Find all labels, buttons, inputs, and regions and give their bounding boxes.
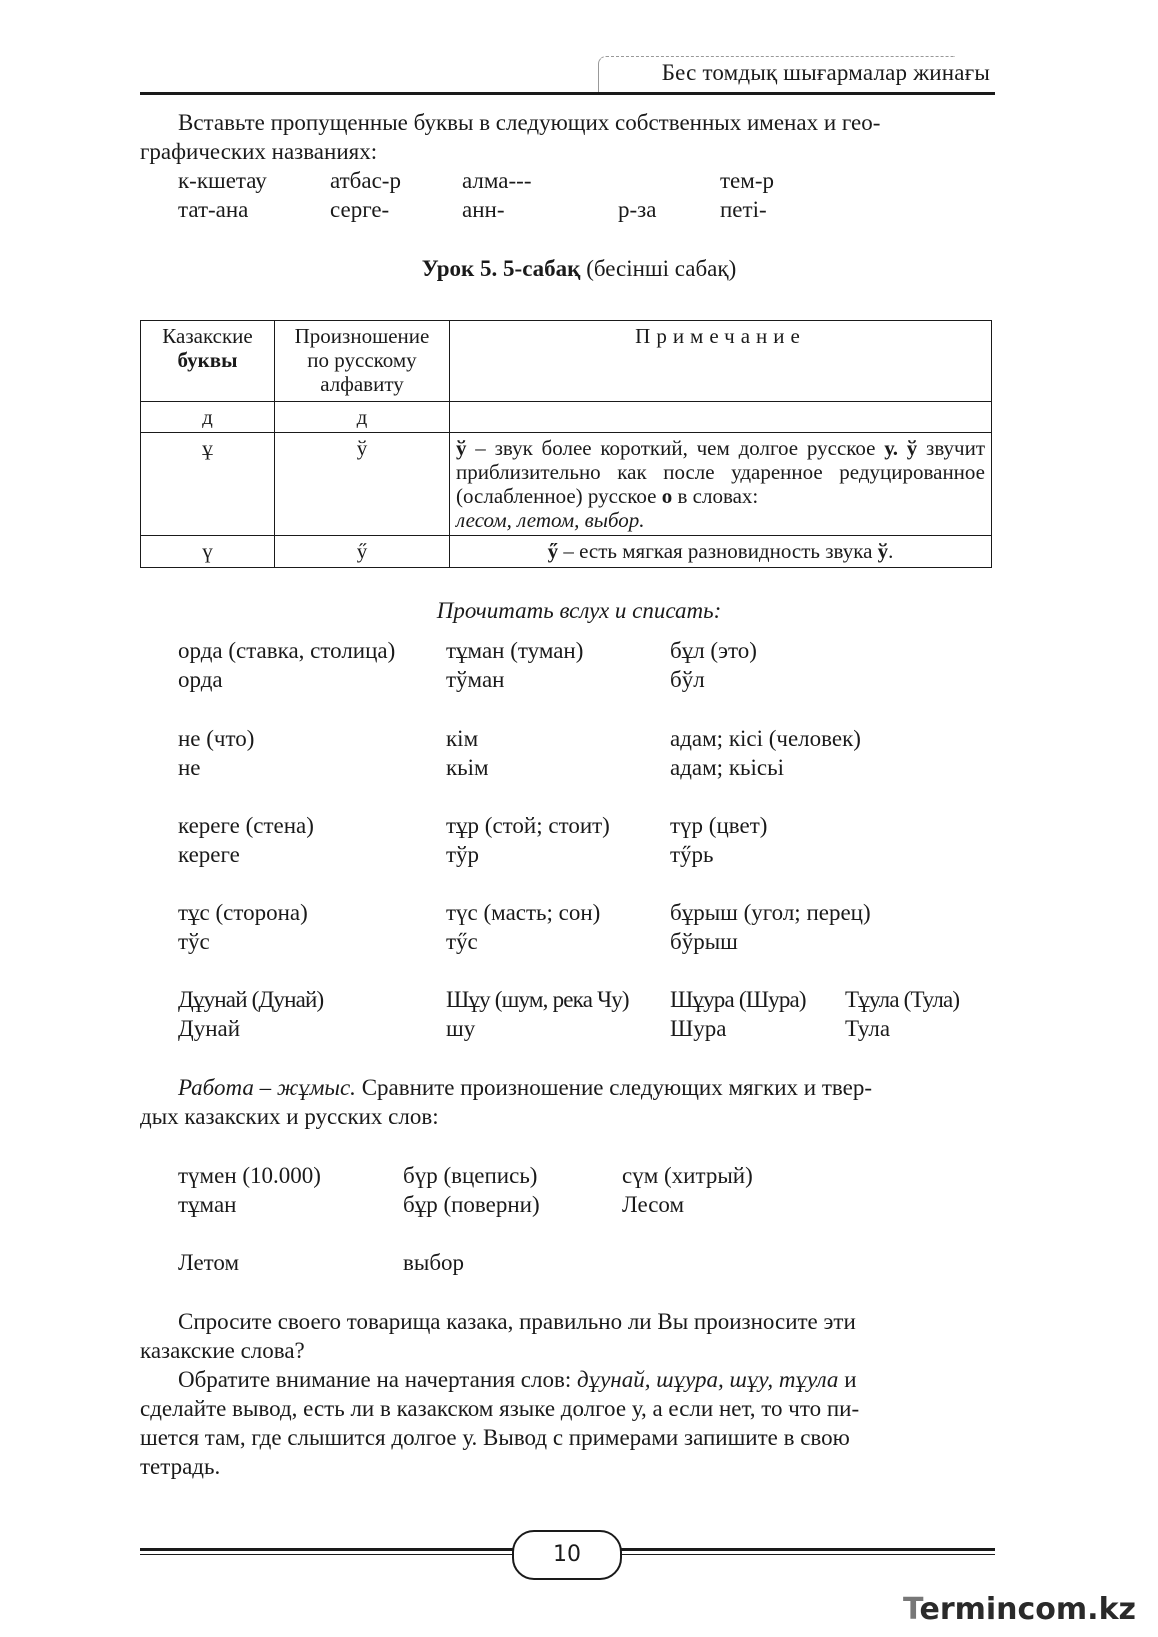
word: Тұула (Тула) [845, 987, 960, 1012]
russian-pronunciation: д [275, 402, 450, 433]
note-italic-words: дұунай, шұура, шұу, тұула [576, 1367, 839, 1392]
russian-pronunciation: ў [275, 433, 450, 536]
table-header-row [141, 321, 992, 402]
site-watermark [903, 1592, 1136, 1627]
compare-word: Лесом [622, 1192, 685, 1217]
compare-word: Летом [178, 1250, 240, 1275]
table-row [141, 536, 992, 568]
blank-word: серге- [330, 197, 390, 222]
word: шу [446, 1016, 476, 1041]
table-row [141, 402, 992, 433]
header-text: буквы [177, 348, 238, 372]
watermark-text: ermincom.kz [919, 1592, 1136, 1627]
note-text: и [838, 1367, 857, 1392]
word: тўман [446, 667, 505, 692]
ask-line-2: казакские слова? [140, 1338, 305, 1363]
word: түс (масть; сон) [446, 900, 601, 925]
note-bold: у. ў [884, 436, 918, 460]
lesson-title: Урок 5. 5-сабақ [421, 256, 581, 281]
intro-line-1: Вставьте пропущенные буквы в следующих собственных именах и гео- [178, 110, 881, 135]
word: тұман (туман) [446, 638, 584, 663]
watermark-initial: T [903, 1592, 920, 1627]
work-line-2: дых казакских и русских слов: [140, 1104, 439, 1129]
blank-word: тем-р [720, 168, 774, 193]
word: адам; кісі (человек) [670, 726, 861, 751]
word: тўс [178, 929, 210, 954]
table-row [141, 433, 992, 536]
word: адам; кьісьі [670, 755, 784, 780]
compare-word: сүм (хитрый) [622, 1163, 753, 1188]
word: тұр (стой; стоит) [446, 813, 610, 838]
word: кім [446, 726, 479, 751]
note-cell [450, 402, 992, 433]
note-bold: ў [456, 436, 467, 460]
kazakh-letter: ұ [141, 433, 275, 536]
word: тӳрь [670, 842, 714, 867]
word: Шұура (Шура) [670, 987, 806, 1012]
read-heading: Прочитать вслух и списать: [436, 598, 722, 623]
blank-word: анн- [462, 197, 505, 222]
kazakh-letter: д [141, 402, 275, 433]
header-rule [140, 92, 995, 95]
note-text: – есть мягкая разновидность звука [558, 539, 878, 563]
word: кереге [178, 842, 240, 867]
word: не (что) [178, 726, 255, 751]
word: Дунай [178, 1016, 241, 1041]
note-line-3: шется там, где слышится долгое у. Вывод с примерами запишите в свою [140, 1425, 850, 1450]
word: не [178, 755, 201, 780]
word: тӳс [446, 929, 478, 954]
russian-pronunciation: ӳ [275, 536, 450, 568]
word: бұрыш (угол; перец) [670, 900, 871, 925]
note-cell [450, 433, 992, 536]
note-line-4: тетрадь. [140, 1454, 221, 1479]
blank-word: атбас-р [330, 168, 401, 193]
word: Дұунай (Дунай) [178, 987, 324, 1012]
compare-word: бұр (поверни) [403, 1192, 540, 1217]
note-line-2: сделайте вывод, есть ли в казакском языке долгое у, а если нет, то что пи- [140, 1396, 860, 1421]
note-line-1 [178, 1365, 992, 1394]
blank-word: алма--- [462, 168, 532, 193]
intro-line-2: графических названиях: [140, 139, 378, 164]
word: кереге (стена) [178, 813, 314, 838]
header-title: Бес томдық шығармалар жинағы [661, 60, 990, 85]
header-text: алфавиту [320, 372, 404, 396]
header-text: Произношение [294, 324, 430, 348]
header-text: Казакские [162, 324, 253, 348]
word: орда [178, 667, 223, 692]
blank-word: р-за [618, 197, 657, 222]
header-text: по русскому [307, 348, 417, 372]
note-text: – звук более короткий, чем долгое русское [466, 436, 885, 460]
header-cell-note: Примечание [450, 321, 992, 402]
word: бұл (это) [670, 638, 757, 663]
header-cell-letters [141, 321, 275, 402]
work-title: Работа – жұмыс. [178, 1075, 356, 1100]
page-number: 10 [512, 1530, 622, 1580]
note-bold: о [661, 484, 673, 508]
note-bold: ӳ [547, 539, 559, 563]
compare-word: түмен (10.000) [178, 1163, 321, 1188]
header-cell-pronunciation [275, 321, 450, 402]
blank-word: тат-ана [178, 197, 249, 222]
word: Шура [670, 1016, 727, 1041]
note-text: Обратите внимание на начертания слов: [178, 1367, 577, 1392]
word: бўл [670, 667, 705, 692]
kazakh-letter: ү [141, 536, 275, 568]
word: Тула [845, 1016, 891, 1041]
lesson-heading [0, 256, 1158, 282]
word: орда (ставка, столица) [178, 638, 396, 663]
word: тўр [446, 842, 480, 867]
work-line-1 [178, 1073, 992, 1102]
lesson-subtitle: (бесінші сабақ) [586, 256, 737, 281]
blank-word: петі- [720, 197, 767, 222]
note-bold: ў [877, 539, 889, 563]
note-cell [450, 536, 992, 568]
compare-word: тұман [178, 1192, 237, 1217]
blank-word: к-кшетау [178, 168, 267, 193]
compare-word: бүр (вцепись) [403, 1163, 538, 1188]
note-text: звучит приблизительно как после ударенное редуцированное (ослабленное) русское [456, 436, 985, 508]
compare-word: выбор [403, 1250, 465, 1275]
ask-line-1: Спросите своего товарища казака, правильно ли Вы произносите эти [178, 1309, 856, 1334]
note-text: в словах: [672, 484, 759, 508]
word: түр (цвет) [670, 813, 768, 838]
word: кьім [446, 755, 489, 780]
letters-table [140, 320, 992, 568]
note-examples: лесом, летом, выбор. [456, 508, 645, 532]
word: бўрыш [670, 929, 738, 954]
word: тұс (сторона) [178, 900, 308, 925]
note-text: . [888, 539, 894, 563]
work-text: Сравните произношение следующих мягких и твер- [355, 1075, 872, 1100]
word: Шұу (шум, река Чу) [446, 987, 629, 1012]
